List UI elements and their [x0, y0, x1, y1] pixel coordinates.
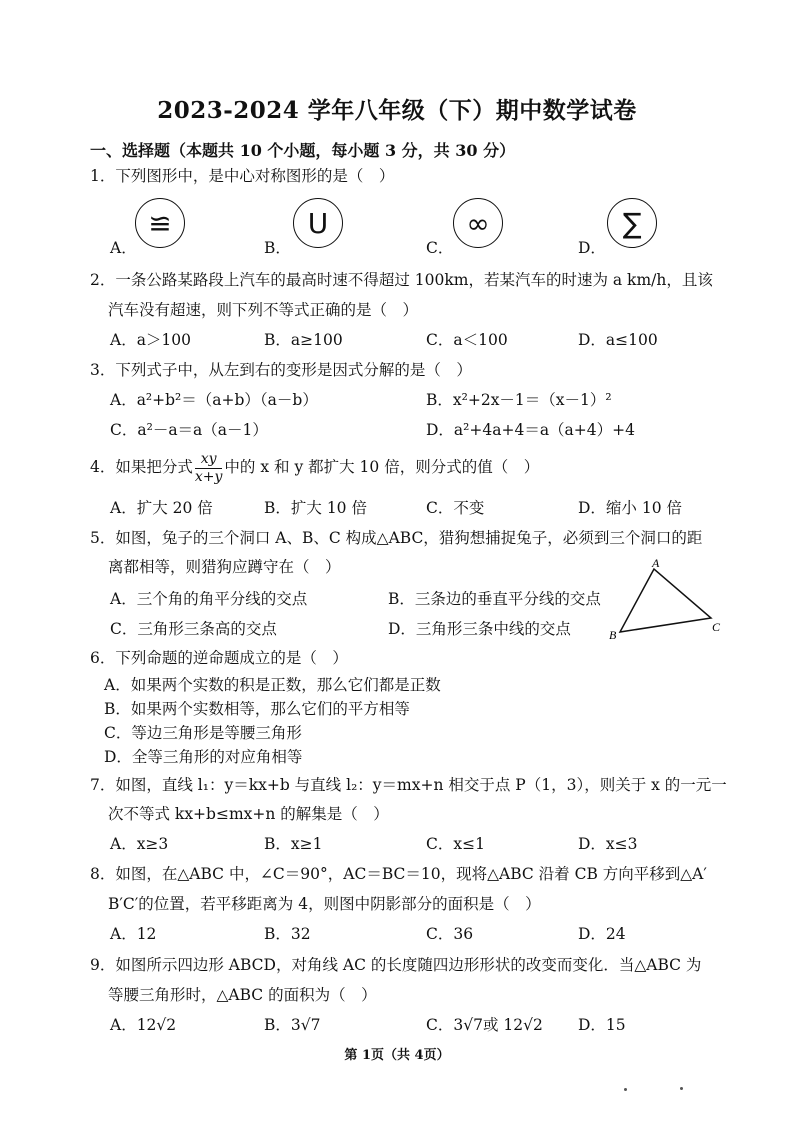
- q1-label-d: D．: [578, 239, 606, 257]
- q9-option-d: D．15: [578, 1016, 626, 1034]
- triangle-abc: [620, 569, 711, 632]
- vertex-c-label: C: [712, 620, 721, 634]
- q6-option-b: B．如果两个实数相等，那么它们的平方相等: [104, 700, 410, 718]
- q7-line1: 7．如图，直线 l₁：y＝kx+b 与直线 l₂：y＝mx+n 相交于点 P（1，3），则关于 x 的一元一: [90, 776, 727, 794]
- q2-option-d: D．a≤100: [578, 331, 658, 349]
- q9-option-a: A．12√2: [110, 1016, 177, 1034]
- q4-stem: 4．如果把分式 $\frac{xy}{x+y}$ 中的 x 和 y 都扩大 10 倍，则分式的值（ ）: [90, 450, 540, 485]
- q2-option-b: B．a≥100: [264, 331, 343, 349]
- q2-option-c: C．a＜100: [426, 331, 508, 349]
- q7-option-a: A．x≥3: [110, 835, 169, 853]
- union-symbol-icon: U: [293, 198, 343, 248]
- q4-option-d: D．缩小 10 倍: [578, 499, 683, 517]
- q8-line1: 8．如图，在△ABC 中，∠C＝90°，AC＝BC＝10，现将△ABC 沿着 CB 方向平移到△A′: [90, 865, 707, 883]
- q4-option-b: B．扩大 10 倍: [264, 499, 367, 517]
- q4-option-c: C．不变: [426, 499, 485, 517]
- q6-stem: 6．下列命题的逆命题成立的是（ ）: [90, 649, 348, 667]
- q2-option-a: A．a＞100: [110, 331, 192, 349]
- sigma-symbol-icon: ∑: [607, 198, 657, 248]
- q8-option-d: D．24: [578, 925, 626, 943]
- q6-option-c: C．等边三角形是等腰三角形: [104, 724, 302, 742]
- page-footer: 第 1页（共 4页）: [344, 1048, 450, 1063]
- scan-speck: [624, 1088, 627, 1091]
- triangle-abc-figure: [605, 555, 730, 645]
- q3-option-a: A．a²+b²＝（a+b）（a－b）: [110, 391, 318, 409]
- vertex-a-label: A: [652, 556, 660, 570]
- q5-option-d: D．三角形三条中线的交点: [388, 620, 571, 638]
- q8-option-a: A．12: [110, 925, 157, 943]
- q3-option-d: D．a²+4a+4＝a（a+4）+4: [426, 421, 636, 439]
- q8-line2: B′C′的位置，若平移距离为 4，则图中阴影部分的面积是（ ）: [108, 895, 541, 913]
- q7-option-b: B．x≥1: [264, 835, 323, 853]
- q7-line2: 次不等式 kx+b≤mx+n 的解集是（ ）: [108, 805, 389, 823]
- q5-option-c: C．三角形三条高的交点: [110, 620, 277, 638]
- q5-line2: 离都相等，则猎狗应蹲守在（ ）: [108, 558, 341, 576]
- q7-option-c: C．x≤1: [426, 835, 485, 853]
- congruent-symbol-icon: ≌: [135, 198, 185, 248]
- q5-option-a: A．三个角的角平分线的交点: [110, 590, 308, 608]
- q5-option-b: B．三条边的垂直平分线的交点: [388, 590, 601, 608]
- q6-option-a: A．如果两个实数的积是正数，那么它们都是正数: [104, 676, 441, 694]
- fraction: $\frac{xy}{x+y}$: [194, 450, 223, 485]
- q6-option-d: D．全等三角形的对应角相等: [104, 748, 303, 766]
- q9-option-b: B．3√7: [264, 1016, 321, 1034]
- q9-line1: 9．如图所示四边形 ABCD，对角线 AC 的长度随四边形形状的改变而变化．当△ABC 为: [90, 956, 702, 974]
- q5-line1: 5．如图，兔子的三个洞口 A、B、C 构成△ABC，猎狗想捕捉兔子，必须到三个洞口的距: [90, 529, 703, 547]
- q2-line1: 2．一条公路某路段上汽车的最高时速不得超过 100km，若某汽车的时速为 a km/h，且该: [90, 271, 713, 289]
- q1-stem: 1．下列图形中，是中心对称图形的是（ ）: [90, 167, 395, 185]
- q1-label-a: A．: [110, 239, 137, 257]
- q8-option-b: B．32: [264, 925, 311, 943]
- q1-label-c: C．: [426, 239, 454, 257]
- q9-option-c: C．3√7或 12√2: [426, 1016, 543, 1034]
- q8-option-c: C．36: [426, 925, 474, 943]
- vertex-b-label: B: [609, 628, 617, 642]
- q4-option-a: A．扩大 20 倍: [110, 499, 213, 517]
- scan-speck: [680, 1087, 683, 1090]
- page-title: 2023-2024 学年八年级（下）期中数学试卷: [157, 97, 637, 124]
- q3-stem: 3．下列式子中，从左到右的变形是因式分解的是（ ）: [90, 361, 472, 379]
- infinity-symbol-icon: ∞: [453, 198, 503, 248]
- q3-option-c: C．a²－a＝a（a－1）: [110, 421, 268, 439]
- section-heading: 一、选择题（本题共 10 个小题，每小题 3 分，共 30 分）: [90, 141, 516, 160]
- q1-label-b: B．: [264, 239, 291, 257]
- q2-line2: 汽车没有超速，则下列不等式正确的是（ ）: [108, 301, 419, 319]
- q9-line2: 等腰三角形时，△ABC 的面积为（ ）: [108, 986, 377, 1004]
- q7-option-d: D．x≤3: [578, 835, 638, 853]
- q3-option-b: B．x²+2x－1＝（x－1）²: [426, 391, 612, 409]
